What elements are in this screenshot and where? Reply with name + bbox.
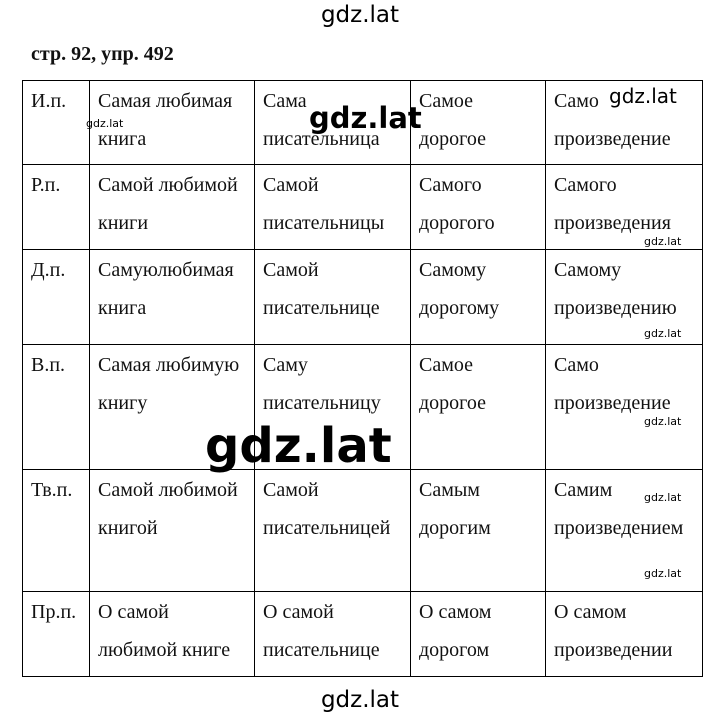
table-row [23,470,703,592]
table-cell: О самой писательнице [255,592,411,677]
watermark-small: gdz.lat [644,491,682,504]
table-row [23,250,703,345]
watermark-middle: gdz.lat [309,101,422,135]
table-cell: Самого произведения [546,165,703,250]
table-row [23,165,703,250]
case-label: Р.п. [23,165,90,250]
table-cell: Самой писательницы [255,165,411,250]
table-cell: Самым дорогим [411,470,546,592]
watermark-top: gdz.lat [320,2,400,28]
case-label: Пр.п. [23,592,90,677]
table-cell: О самой любимой книге [90,592,255,677]
table-row [23,592,703,677]
case-label: И.п. [23,81,90,165]
table-cell: Самим произведением [546,470,703,592]
watermark-small: gdz.lat [644,327,682,340]
watermark-small: gdz.lat [644,235,682,248]
table-cell: Само произведение [546,81,703,165]
case-label: В.п. [23,345,90,470]
case-label: Тв.п. [23,470,90,592]
table-cell: Самой любимой книги [90,165,255,250]
case-label: Д.п. [23,250,90,345]
declension-table [22,80,703,677]
watermark-small: gdz.lat [86,117,124,130]
watermark-row1-right: gdz.lat [609,84,677,108]
table-cell: Самуюлюбимая книга [90,250,255,345]
table-cell: Самому дорогому [411,250,546,345]
table-cell: Самому произведению [546,250,703,345]
table-cell: О самом произведении [546,592,703,677]
watermark-small: gdz.lat [644,567,682,580]
table-cell: Самого дорогого [411,165,546,250]
table-cell: Самой писательнице [255,250,411,345]
watermark-small: gdz.lat [644,415,682,428]
table-cell: Сама писательница [255,81,411,165]
table-cell: Самая любимая книга [90,81,255,165]
table-cell: Самое дорогое [411,345,546,470]
table-cell: Самая любимую книгу [90,345,255,470]
table-cell: Само произведение [546,345,703,470]
watermark-bottom: gdz.lat [320,687,400,713]
watermark-big: gdz.lat [205,418,392,474]
table-cell: Саму писательницу [255,345,411,470]
table-cell: Самое дорогое [411,81,546,165]
table-cell: Самой любимой книгой [90,470,255,592]
exercise-heading: стр. 92, упр. 492 [31,43,174,65]
table-cell: Самой писательницей [255,470,411,592]
table-cell: О самом дорогом [411,592,546,677]
